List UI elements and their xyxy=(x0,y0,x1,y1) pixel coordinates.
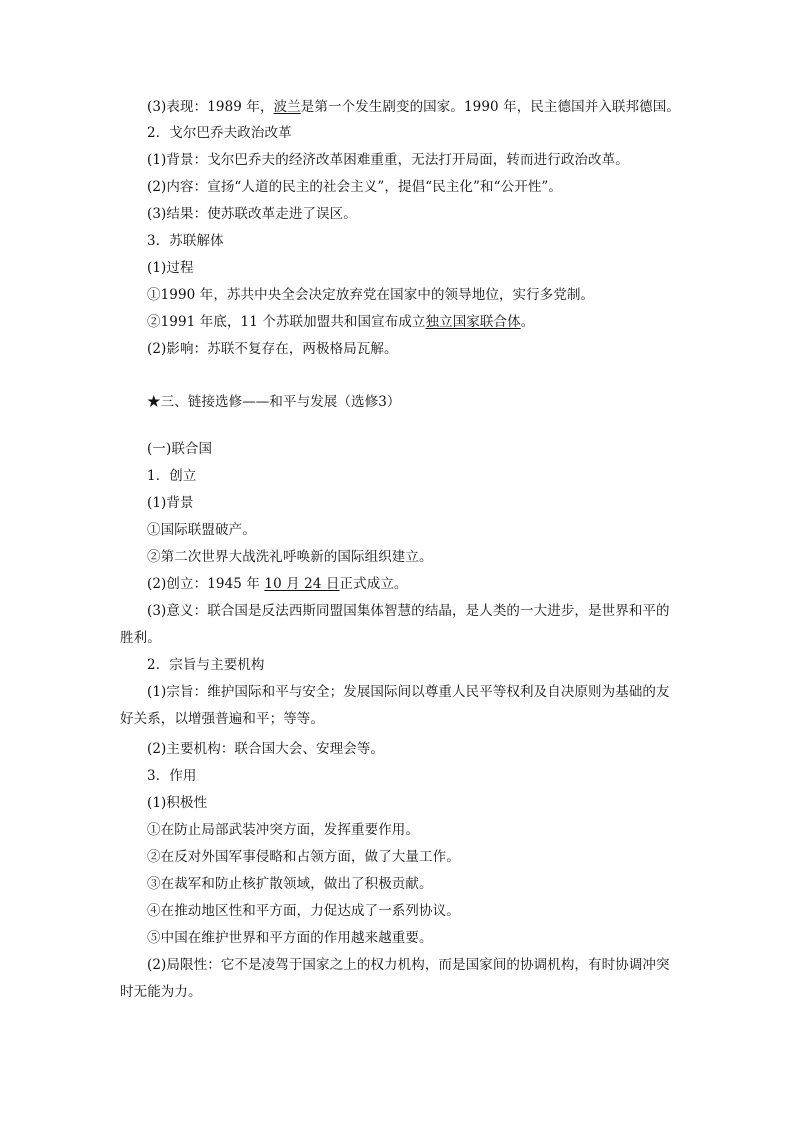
text-line-impact: (2)影响：苏联不复存在，两极格局瓦解。 xyxy=(147,341,398,357)
section-heading-founding: 1．创立 xyxy=(147,468,197,484)
text-span: (2)创立：1945 年 xyxy=(147,576,265,592)
text-line-role-4: ④在推动地区性和平方面，力促达成了一系列协议。 xyxy=(147,903,460,919)
text-line-positive: (1)积极性 xyxy=(147,795,208,811)
text-line-result: (3)结果：使苏联改革走进了误区。 xyxy=(147,206,357,222)
text-line-un-background: (1)背景 xyxy=(147,495,194,511)
section-heading-purpose: 2．宗旨与主要机构 xyxy=(147,657,265,673)
paragraph-significance: (3)意义：联合国是反法西斯同盟国集体智慧的结晶，是人类的一大进步，是世界和平的胜利。 xyxy=(120,603,670,646)
text-span: ②1991 年底，11 个苏联加盟共和国宣布成立 xyxy=(147,314,426,330)
text-line-process: (1)过程 xyxy=(147,260,194,276)
section-heading-peace-development: ★三、链接选修——和平与发展（选修3） xyxy=(147,394,401,410)
paragraph-purpose: (1)宗旨：维护国际和平与安全；发展国际间以尊重人民平等权利及自决原则为基础的友好关系，以增强普遍和平；等等。 xyxy=(120,684,670,727)
text-line-1990: ①1990 年，苏共中央全会决定放弃党在国家中的领导地位，实行多党制。 xyxy=(147,287,595,303)
underlined-term-cis: 独立国家联合体 xyxy=(425,314,521,330)
text-line-role-3: ③在裁军和防止核扩散领域，做出了积极贡献。 xyxy=(147,876,433,892)
section-heading-ussr-dissolution: 3．苏联解体 xyxy=(147,233,224,249)
underlined-term-poland: 波兰 xyxy=(273,99,301,115)
text-line-role-2: ②在反对外国军事侵略和占领方面，做了大量工作。 xyxy=(147,849,460,865)
text-line-manifestation xyxy=(147,98,680,116)
section-heading-gorbachev-reform: 2．戈尔巴乔夫政治改革 xyxy=(147,125,292,141)
text-line-content: (2)内容：宣扬“人道的民主的社会主义”，提倡“民主化”和“公开性”。 xyxy=(147,179,563,195)
text-line-1991 xyxy=(147,313,677,331)
text-line-ww2: ②第二次世界大战洗礼呼唤新的国际组织建立。 xyxy=(147,549,433,565)
text-line-founded xyxy=(147,575,677,593)
subsection-heading-un: (一)联合国 xyxy=(147,441,213,457)
section-heading-role: 3．作用 xyxy=(147,768,197,784)
text-line-background: (1)背景：戈尔巴乔夫的经济改革困难重重，无法打开局面，转而进行政治改革。 xyxy=(147,152,629,168)
text-span: 正式成立。 xyxy=(339,576,408,592)
text-span: (3)表现：1989 年， xyxy=(147,99,274,115)
text-line-league-bankrupt: ①国际联盟破产。 xyxy=(147,522,256,538)
underlined-date: 10 月 24 日 xyxy=(264,576,340,592)
paragraph-limitations: (2)局限性：它不是凌驾于国家之上的权力机构，而是国家间的协调机构，有时协调冲突时无能为力。 xyxy=(120,957,670,1000)
text-span: 。 xyxy=(520,314,535,330)
text-line-main-organs: (2)主要机构：联合国大会、安理会等。 xyxy=(147,741,385,757)
text-line-role-1: ①在防止局部武装冲突方面，发挥重要作用。 xyxy=(147,822,419,838)
text-span: 是第一个发生剧变的国家。1990 年，民主德国并入联邦德国。 xyxy=(300,99,680,115)
text-line-role-5: ⑤中国在维护世界和平方面的作用越来越重要。 xyxy=(147,930,433,946)
